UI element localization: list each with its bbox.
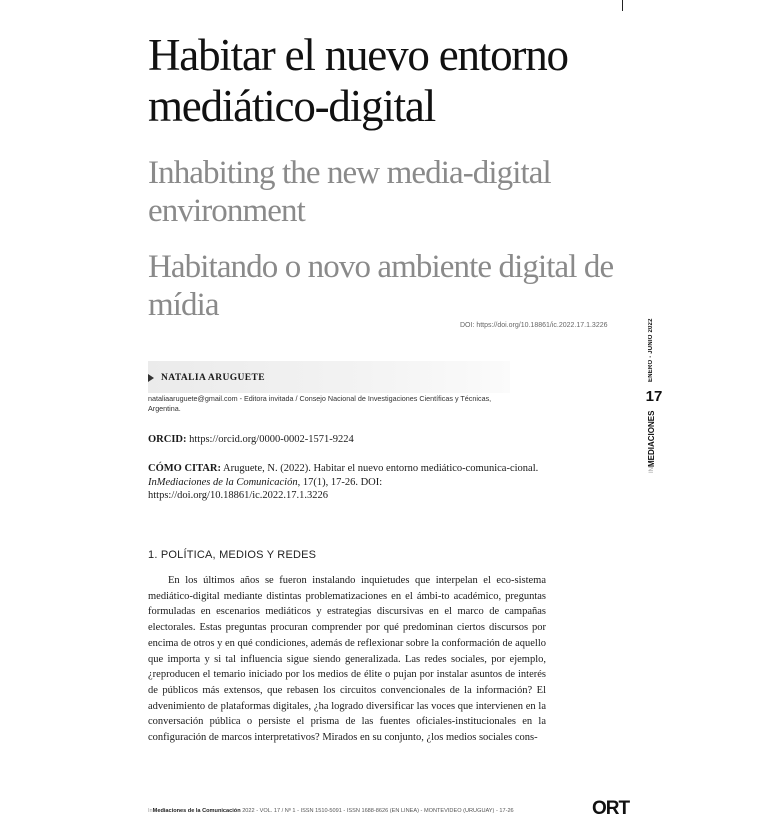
subtitle-english: Inhabiting the new media-digital environment (148, 155, 551, 229)
orcid-line (148, 434, 354, 445)
footer-prefix: In (148, 808, 153, 814)
author-line (148, 373, 265, 383)
page-number: 17 (645, 388, 663, 405)
article-title: Habitar el nuevo entorno mediático-digital (148, 30, 568, 131)
page-footer (148, 808, 568, 814)
side-journal-prefix: IN (649, 467, 655, 474)
triangle-arrow-icon (148, 374, 154, 382)
side-issue-date: ENERO - JUNIO 2022 (648, 318, 654, 382)
logo-text: ORT (592, 798, 630, 816)
section-title: 1. POLÍTICA, MEDIOS Y REDES (148, 549, 317, 561)
footer-journal: Mediaciones de la Comunicación (152, 808, 241, 814)
citation-label: CÓMO CITAR: (148, 463, 222, 474)
side-journal-name (647, 409, 661, 475)
citation-text: Aruguete, N. (2022). Habitar el nuevo entorno mediático-comunica-cional. (221, 463, 539, 474)
citation-journal: InMediaciones de la Comunicación (148, 476, 298, 488)
side-journal-title: MEDIACIONES (647, 410, 656, 468)
author-affiliation: nataliaaruguete@gmail.com - Editora invitada / Consejo Nacional de Investigaciones Científicas y Técnicas, Argentina. (148, 394, 492, 413)
doi-link[interactable]: DOI: https://doi.org/10.18861/ic.2022.17.1.3226 (460, 322, 608, 329)
top-rule (622, 0, 623, 11)
side-margin (642, 312, 666, 476)
orcid-link[interactable]: https://orcid.org/0000-0002-1571-9224 (186, 434, 354, 445)
citation (148, 462, 546, 503)
body-paragraph: En los últimos años se fueron instalando inquietudes que interpelan el eco-sistema mediático-digital mediante distintas problematizaciones en el ámbi-to académico, preguntas formuladas en escenarios mediáticos y estrategias discursivas en el marco de campañas electorales. Estas preguntas procuran comprender por qué predominan ciertos discursos por encima de otros y en qué condiciones, además de reflexionar sobre la conformación de aquello que importa y si tal influencia sigue siendo generalizada. Las redes sociales, por ejemplo, ¿reproducen el temario iniciado por los medios de élite o pujan por instalar asuntos de interés de públicos más extensos, que rebasen los circuitos convencionales de la información? El advenimiento de plataformas digitales, ¿ha logrado diversificar las voces que intervienen en la conversación pública o persiste el prisma de las fuentes oficiales-institucionales en la configuración de marcos interpretativos? Mirados en su conjunto, ¿los medios sociales cons- (148, 575, 546, 744)
ort-logo-icon (592, 797, 640, 816)
footer-details: 2022 - VOL. 17 / Nº 1 - ISSN 1510-5091 - ISSN 1688-8626 (EN LÍNEA) - MONTEVIDEO (URUGUAY) - 17-26 (240, 808, 514, 814)
author-name: NATALIA ARUGUETE (161, 373, 265, 383)
citation-details: , 17(1), 17-26. DOI: https://doi.org/10.18861/ic.2022.17.1.3226 (148, 476, 383, 501)
orcid-label: ORCID: (148, 434, 187, 445)
subtitle-portuguese: Habitando o novo ambiente digital de mídia (148, 249, 614, 323)
